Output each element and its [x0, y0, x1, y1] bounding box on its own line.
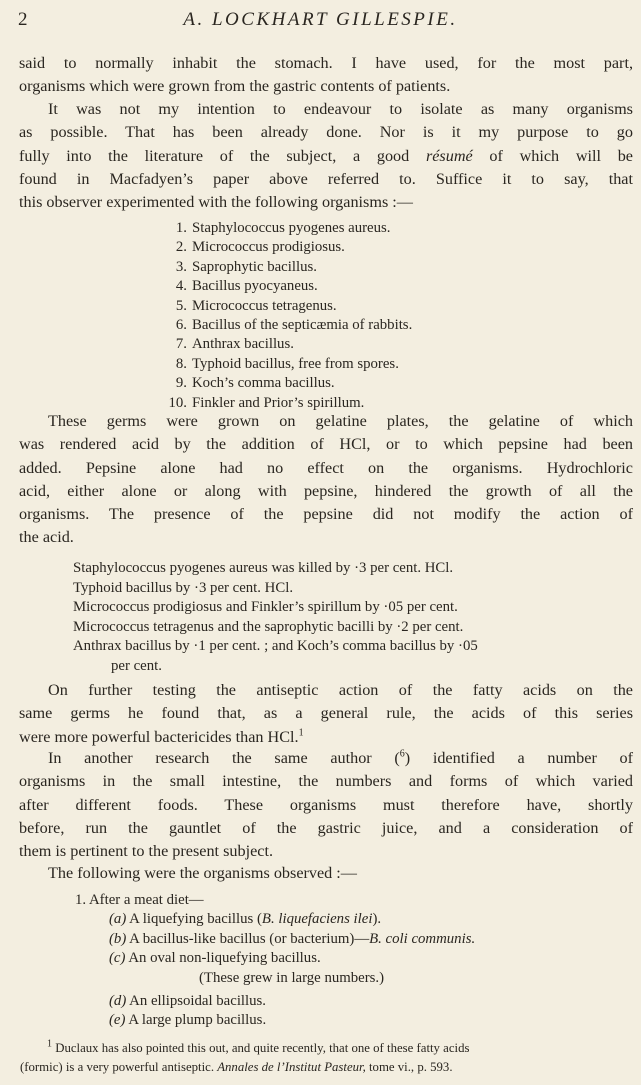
running-title: A. LOCKHART GILLESPIE.	[183, 9, 458, 30]
footnote-line: (formic) is a very powerful antiseptic. Annales de l’Institut Pasteur, tome vi., p. 593.	[20, 1060, 453, 1074]
paragraph-fatty-acids	[19, 679, 633, 749]
text-line: organisms. The presence of the pepsine did not modify the action of	[19, 505, 633, 524]
page-header	[18, 9, 623, 35]
text-line: It was not my intention to endeavour to isolate as many organisms	[48, 100, 633, 118]
list-item: (a) A liquefying bacillus (B. liquefaciens ilei).	[109, 911, 382, 928]
text-line: added. Pepsine alone had no effect on the organisms. Hydrochloric	[19, 458, 633, 477]
paragraph-literature	[19, 98, 633, 214]
resume-term: résumé	[425, 146, 473, 165]
text-line: found in Macfadyen’s paper above referred to. Suffice it to say, that	[19, 169, 633, 188]
text-line: In another research the same author ($^6$) identified a number of	[48, 748, 633, 767]
list-item: 8. Typhoid bacillus, free from spores.	[175, 355, 399, 372]
list-item: 1. Staphylococcus pyogenes aureus.	[175, 220, 391, 236]
text-line: said to normally inhabit the stomach. I have used, for the most part,	[19, 54, 633, 72]
list-item: 6. Bacillus of the septicæmia of rabbits.	[175, 317, 413, 334]
text-line: acid, either alone or along with pepsine, hindered the growth of all the	[19, 481, 633, 500]
text-line: them is pertinent to the present subject.	[19, 842, 273, 861]
text-line: organisms which were grown from the gastric contents of patients.	[19, 77, 451, 96]
list-item: 10. Finkler and Prior’s spirillum.	[168, 394, 365, 411]
text-line: before, run the gauntlet of the gastric juice, and a consideration of	[19, 818, 633, 837]
diet-heading: 1. After a meat diet—	[75, 892, 204, 908]
paragraph-research	[19, 747, 633, 863]
text-line: as possible. That has been already done. Nor is it my purpose to go	[19, 123, 633, 142]
text-line: Micrococcus prodigiosus and Finkler’s spirillum by ·05 per cent.	[73, 599, 458, 616]
text-line: The following were the organisms observed :—	[48, 864, 357, 882]
text-line: Anthrax bacillus by ·1 per cent. ; and Koch’s comma bacillus by ·05	[73, 638, 478, 655]
text-line: fully into the literature of the subject, a good résumé of which will be	[19, 146, 633, 165]
text-line: were more powerful bactericides than HCl.$^1$	[19, 727, 304, 746]
list-item: (b) A bacillus-like bacillus (or bacterium)—B. coli communis.	[109, 930, 476, 947]
text-line: the acid.	[19, 528, 74, 547]
list-item: (c) An oval non-liquefying bacillus.	[109, 950, 321, 967]
list-note: (These grew in large numbers.)	[199, 969, 385, 986]
text-line: On further testing the antiseptic action of the fatty acids on the	[48, 681, 633, 699]
list-item: (e) A large plump bacillus.	[109, 1012, 267, 1029]
footnote-reference: 1	[298, 727, 304, 739]
list-item: 2. Micrococcus prodigiosus.	[175, 239, 345, 256]
text-line: Staphylococcus pyogenes aureus was killed by ·3 per cent. HCl.	[73, 560, 454, 576]
text-line: These germs were grown on gelatine plates, the gelatine of which	[48, 412, 633, 430]
paragraph-intro-end	[19, 52, 633, 99]
page-number: 2	[18, 9, 28, 30]
text-line: this observer experimented with the following organisms :—	[19, 193, 413, 212]
text-line: same germs he found that, as a general rule, the acids of this series	[19, 704, 633, 723]
footnote	[20, 1039, 632, 1077]
results-block	[73, 559, 629, 677]
text-line: per cent.	[111, 657, 162, 674]
paragraph-gelatine	[19, 410, 633, 550]
journal-title: Annales de l’Institut Pasteur,	[217, 1060, 366, 1074]
list-item: 9. Koch’s comma bacillus.	[175, 375, 335, 392]
list-item: 5. Micrococcus tetragenus.	[175, 297, 337, 314]
list-item: 7. Anthrax bacillus.	[175, 336, 294, 353]
list-item: 4. Bacillus pyocyaneus.	[175, 278, 318, 295]
text-line: Micrococcus tetragenus and the saprophytic bacilli by ·2 per cent.	[73, 618, 464, 635]
footnote-marker: 1	[47, 1038, 52, 1050]
list-item: 3. Saprophytic bacillus.	[175, 258, 317, 275]
text-line: Typhoid bacillus by ·3 per cent. HCl.	[73, 579, 294, 596]
text-line: after different foods. These organisms must therefore have, shortly	[19, 795, 633, 814]
organism-list	[161, 219, 412, 413]
paragraph-organisms-observed	[48, 862, 608, 885]
list-item: (d) An ellipsoidal bacillus.	[109, 993, 267, 1010]
text-line: was rendered acid by the addition of HCl, or to which pepsine had been	[19, 435, 633, 454]
text-line: organisms in the small intestine, the numbers and forms of which varied	[19, 772, 633, 791]
footnote-line: $^1$ Duclaux has also pointed this out, and quite recently, that one of these fatty acids	[47, 1038, 470, 1055]
citation-reference: 6	[399, 748, 405, 760]
diet-list	[75, 891, 475, 1031]
